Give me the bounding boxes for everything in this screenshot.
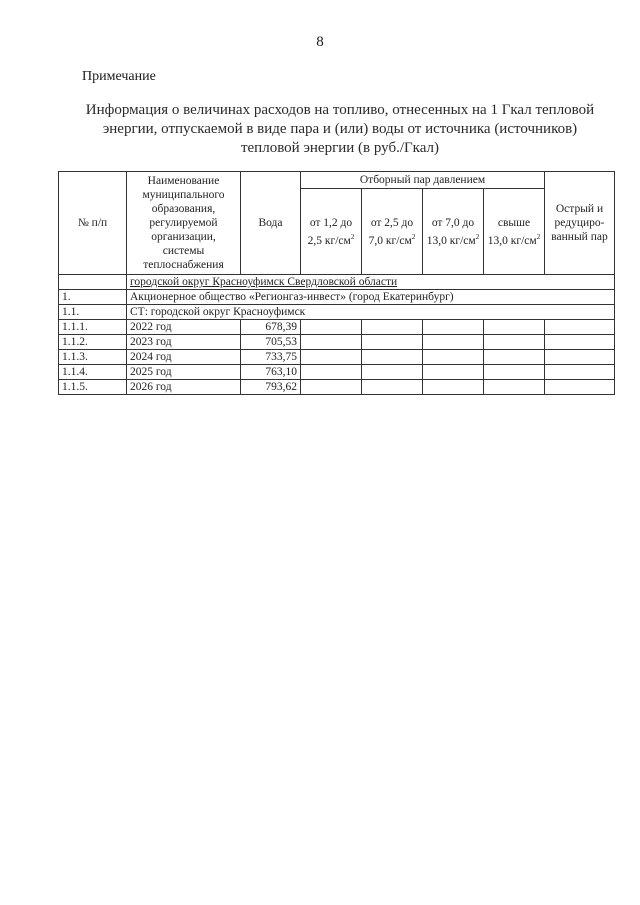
fuel-cost-table	[58, 171, 615, 395]
row-year: 2026 год	[127, 380, 241, 395]
org-name: Акционерное общество «Регионгаз-инвест» (город Екатеринбург)	[127, 290, 615, 305]
empty-cell	[545, 320, 615, 335]
header-steam-2-text: от 2,5 до 7,0 кг/см	[368, 216, 414, 247]
row-num: 1.1.5.	[59, 380, 127, 395]
row-num: 1.1.2.	[59, 335, 127, 350]
header-steam-1-sup: 2	[350, 232, 355, 241]
row-year: 2023 год	[127, 335, 241, 350]
header-steam-1	[301, 189, 362, 275]
empty-cell	[301, 365, 362, 380]
header-num: № п/п	[59, 172, 127, 275]
header-sharp-steam: Острый и редуциро-ванный пар	[545, 172, 615, 275]
header-steam-4-sup: 2	[536, 232, 541, 241]
title-line-2: энергии, отпускаемой в виде пара и (или) воды от источника (источников)	[102, 121, 578, 137]
row-water-value: 678,39	[241, 320, 301, 335]
table-row	[59, 350, 615, 365]
empty-cell	[484, 350, 545, 365]
row-water-value: 733,75	[241, 350, 301, 365]
empty-cell	[362, 350, 423, 365]
row-water-value: 763,10	[241, 365, 301, 380]
empty-cell	[362, 380, 423, 395]
header-name: Наименование муниципального образования, регулируемой организации, системы теплоснабжения	[127, 172, 241, 275]
empty-cell	[362, 320, 423, 335]
row-water-value: 793,62	[241, 380, 301, 395]
header-steam-4-text: свыше 13,0 кг/см	[487, 216, 537, 247]
empty-cell	[423, 320, 484, 335]
header-steam-4	[484, 189, 545, 275]
table-row	[59, 320, 615, 335]
header-steam-2	[362, 189, 423, 275]
region-row	[59, 275, 615, 290]
title-line-3: тепловой энергии (в руб./Гкал)	[240, 140, 440, 156]
empty-cell	[545, 380, 615, 395]
system-row	[59, 305, 615, 320]
table-row	[59, 365, 615, 380]
empty-cell	[484, 380, 545, 395]
header-steam-3-sup: 2	[475, 232, 480, 241]
row-num: 1.1.4.	[59, 365, 127, 380]
empty-cell	[301, 350, 362, 365]
region-name: городской округ Красноуфимск Свердловской области	[127, 275, 615, 290]
note-label: Примечание	[82, 69, 156, 84]
region-num-cell	[59, 275, 127, 290]
org-num: 1.	[59, 290, 127, 305]
header-steam-3	[423, 189, 484, 275]
header-steam-3-text: от 7,0 до 13,0 кг/см	[426, 216, 476, 247]
header-steam-2-sup: 2	[411, 232, 416, 241]
row-year: 2022 год	[127, 320, 241, 335]
empty-cell	[423, 380, 484, 395]
empty-cell	[362, 365, 423, 380]
org-row	[59, 290, 615, 305]
title-line-1: Информация о величинах расходов на топливо, отнесенных на 1 Гкал тепловой	[85, 102, 595, 118]
table-row	[59, 380, 615, 395]
system-num: 1.1.	[59, 305, 127, 320]
empty-cell	[301, 380, 362, 395]
system-name: СТ: городской округ Красноуфимск	[127, 305, 615, 320]
row-num: 1.1.3.	[59, 350, 127, 365]
empty-cell	[301, 320, 362, 335]
page-number: 8	[316, 34, 324, 50]
row-num: 1.1.1.	[59, 320, 127, 335]
empty-cell	[545, 365, 615, 380]
document-title	[70, 101, 610, 158]
empty-cell	[545, 335, 615, 350]
empty-cell	[301, 335, 362, 350]
header-steam-group: Отборный пар давлением	[301, 172, 545, 189]
empty-cell	[545, 350, 615, 365]
empty-cell	[423, 365, 484, 380]
empty-cell	[423, 350, 484, 365]
empty-cell	[484, 365, 545, 380]
empty-cell	[484, 320, 545, 335]
row-year: 2024 год	[127, 350, 241, 365]
empty-cell	[423, 335, 484, 350]
row-water-value: 705,53	[241, 335, 301, 350]
header-row-1	[59, 172, 615, 189]
empty-cell	[362, 335, 423, 350]
row-year: 2025 год	[127, 365, 241, 380]
table-row	[59, 335, 615, 350]
empty-cell	[484, 335, 545, 350]
header-water: Вода	[241, 172, 301, 275]
header-steam-1-text: от 1,2 до 2,5 кг/см	[307, 216, 353, 247]
